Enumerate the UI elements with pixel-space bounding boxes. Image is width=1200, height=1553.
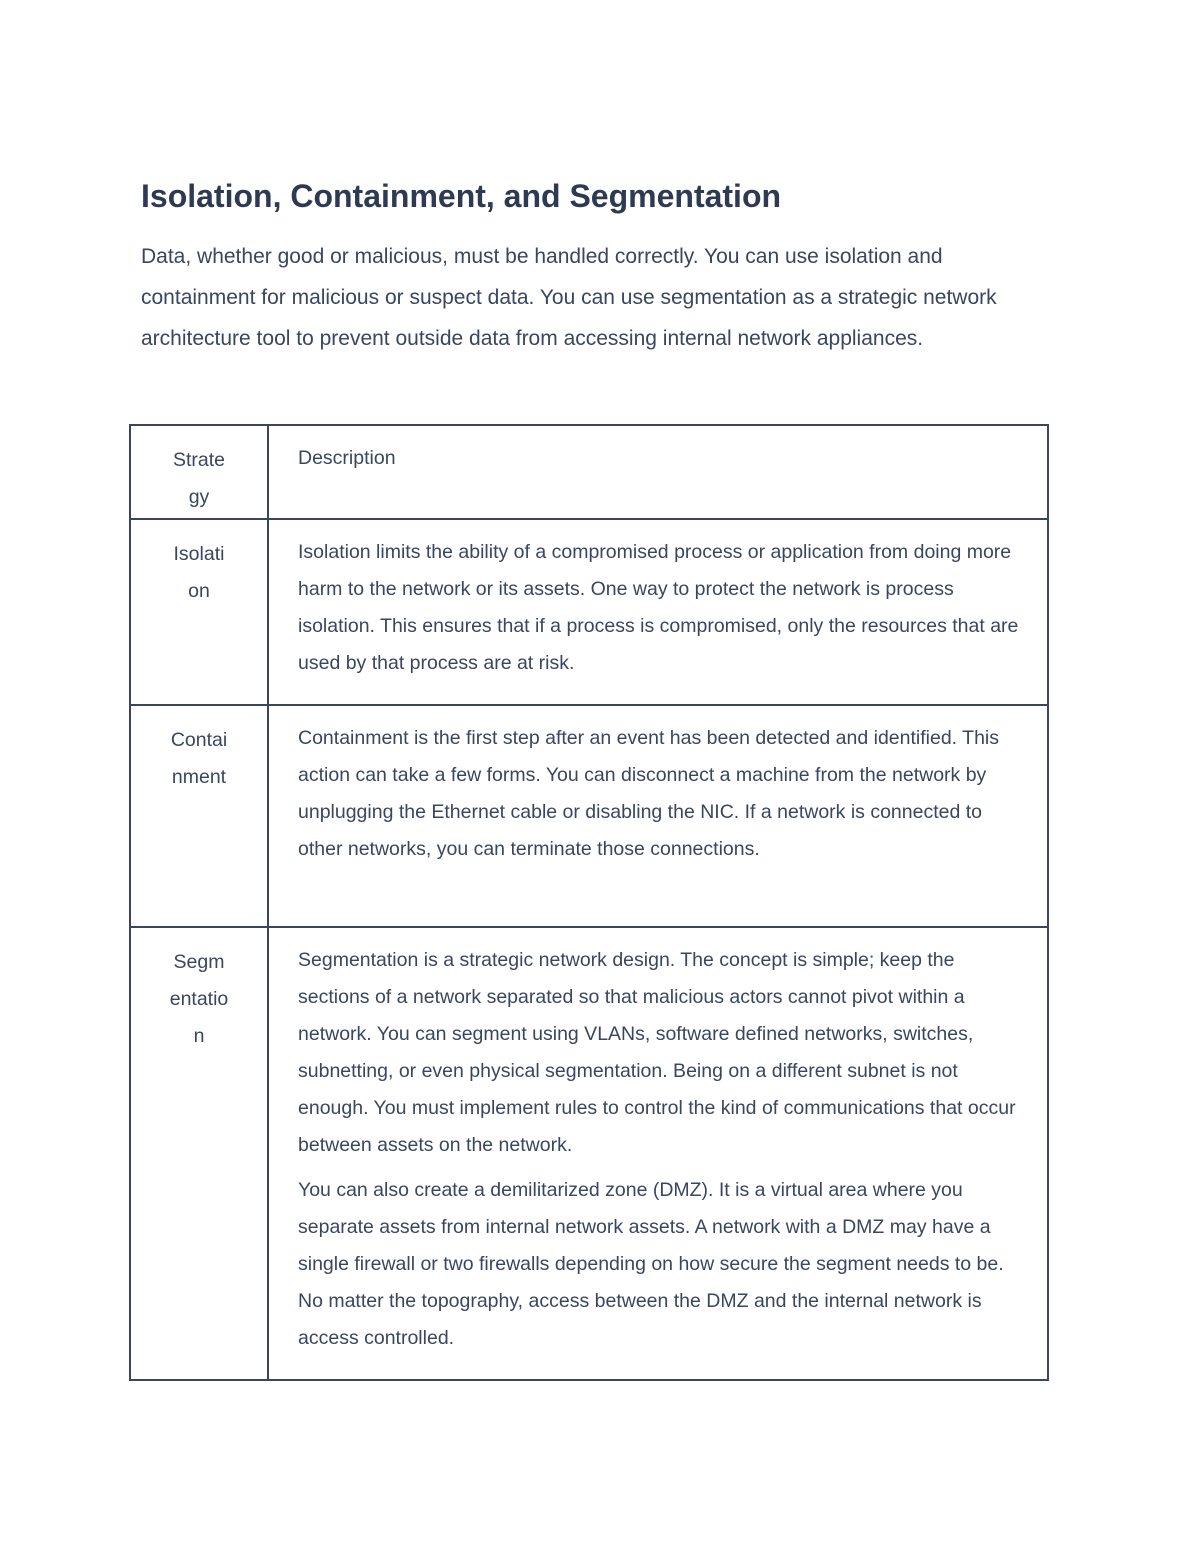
description-paragraph: Containment is the first step after an event has been detected and identified. This action can take a few forms. You can disconnect a machine from the network by unplugging the Ethernet cable or disabling the NIC. If a network is connected to other networks, you can terminate those connections.: [298, 727, 999, 860]
intro-paragraph: Data, whether good or malicious, must be handled correctly. You can use isolation and containment for malicious or suspect data. You can use segmentation as a strategic network architecture tool to prevent outside data from accessing internal network appliances.: [141, 245, 997, 350]
header-description: Description: [268, 425, 1048, 519]
table-row: [130, 927, 1048, 1380]
description-isolation: [268, 519, 1048, 705]
strategy-table: [129, 424, 1049, 1381]
strategy-isolation: Isolation: [130, 519, 268, 705]
description-paragraph: Segmentation is a strategic network design. The concept is simple; keep the sections of a network separated so that malicious actors cannot pivot within a network. You can segment using VLANs, software defined networks, switches, subnetting, or even physical segmentation. Being on a different subnet is not enough. You must implement rules to control the kind of communications that occur between assets on the network.: [298, 949, 1016, 1156]
description-containment: [268, 705, 1048, 927]
header-strategy: Strategy: [130, 425, 268, 519]
description-segmentation: [268, 927, 1048, 1380]
description-paragraph: You can also create a demilitarized zone (DMZ). It is a virtual area where you separate assets from internal network assets. A network with a DMZ may have a single firewall or two firewalls depending on how secure the segment needs to be. No matter the topography, access between the DMZ and the internal network is access controlled.: [298, 1179, 1004, 1349]
strategy-containment: Containment: [130, 705, 268, 927]
strategy-table-container: [129, 424, 1049, 1381]
table-row: [130, 519, 1048, 705]
description-paragraph: Isolation limits the ability of a compromised process or application from doing more harm to the network or its assets. One way to protect the network is process isolation. This ensures that if a process is compromised, only the resources that are used by that process are at risk.: [298, 541, 1019, 674]
table-row: [130, 705, 1048, 927]
page-title: Isolation, Containment, and Segmentation: [141, 178, 782, 214]
strategy-segmentation: Segmentation: [130, 927, 268, 1380]
document-body: [141, 170, 1051, 359]
table-header-row: [130, 425, 1048, 519]
